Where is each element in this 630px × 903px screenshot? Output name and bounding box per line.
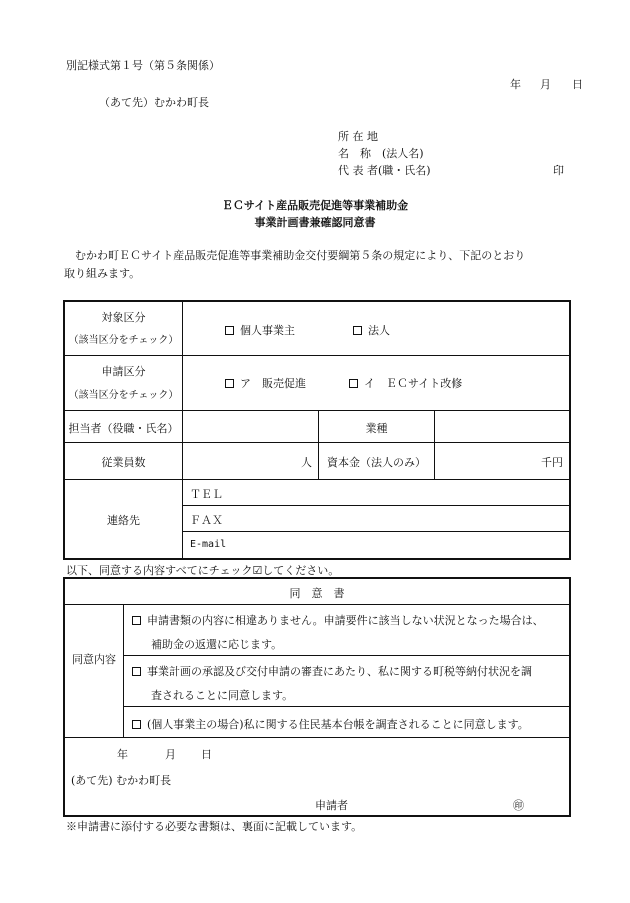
title-line2: 事業計画書兼確認同意書 xyxy=(254,216,376,229)
checkbox-icon[interactable] xyxy=(132,720,141,729)
checkbox-icon[interactable] xyxy=(225,326,234,335)
consent-label-cell xyxy=(65,605,124,738)
consent-item-1-line1: 申請書類の内容に相違ありません。申請要件に該当しない状況となった場合は、 xyxy=(147,614,544,627)
target-label: 対象区分 xyxy=(101,311,146,324)
employees-unit: 人 xyxy=(301,456,312,469)
tel-field[interactable] xyxy=(183,480,569,506)
consent-item-1-line2: 補助金の返還に応じます。 xyxy=(151,638,283,651)
employees-input[interactable] xyxy=(183,443,319,480)
target-hint: （該当区分をチェック） xyxy=(68,335,179,346)
info-table xyxy=(63,300,571,560)
checkbox-icon[interactable] xyxy=(225,379,234,388)
header-addressee: （あて先）むかわ町長 xyxy=(99,96,209,109)
consent-date-year: 年 xyxy=(117,748,128,761)
applicant-address-label: 所 在 地 xyxy=(338,130,378,143)
target-options-cell xyxy=(183,302,569,356)
employees-label: 従業員数 xyxy=(101,456,146,469)
checkbox-icon[interactable] xyxy=(132,667,141,676)
person-input[interactable] xyxy=(183,411,319,443)
consent-item-3-text: (個人事業主の場合)私に関する住民基本台帳を調査されることに同意します。 xyxy=(147,718,529,731)
application-option-promotion[interactable]: ア 販売促進 xyxy=(225,375,306,391)
capital-input[interactable] xyxy=(435,443,569,480)
application-options-cell xyxy=(183,356,569,411)
capital-unit: 千円 xyxy=(541,456,563,469)
header-date-year: 年 xyxy=(510,78,521,91)
applicant-seal: 印 xyxy=(553,164,564,177)
consent-table xyxy=(63,577,571,817)
industry-input[interactable] xyxy=(435,411,569,443)
consent-seal: ㊞ xyxy=(513,799,524,812)
application-option-ec-site[interactable]: イ ＥＣサイト改修 xyxy=(349,375,462,391)
person-label: 担当者（役職・氏名） xyxy=(68,422,179,435)
title-line1: ＥＣサイト産品販売促進等事業補助金 xyxy=(221,199,409,212)
consent-title-cell xyxy=(65,579,569,605)
intro-line2: 取り組みます。 xyxy=(64,267,141,280)
email-label: E-mail xyxy=(190,539,227,550)
consent-label: 同意内容 xyxy=(72,653,116,666)
header-date-month: 月 xyxy=(540,78,551,91)
consent-item-2-line2: 査されることに同意します。 xyxy=(151,689,294,702)
consent-item-2[interactable] xyxy=(124,656,569,707)
target-label-cell xyxy=(65,302,183,356)
checkbox-icon[interactable] xyxy=(132,616,141,625)
application-label-cell xyxy=(65,356,183,411)
consent-item-2-line1: 事業計画の承認及び交付申請の審査にあたり、私に関する町税等納付状況を調 xyxy=(147,665,532,678)
application-hint: （該当区分をチェック） xyxy=(68,390,179,401)
intro-line1: むかわ町ＥＣサイト産品販売促進等事業補助金交付要綱第５条の規定により、下記のとおり xyxy=(64,249,526,262)
target-option-individual[interactable]: 個人事業主 xyxy=(225,322,295,338)
fax-label: ＦＡＸ xyxy=(190,514,223,527)
consent-date-day: 日 xyxy=(201,748,212,761)
consent-instruction: 以下、同意する内容すべてにチェック☑してください。 xyxy=(66,564,340,577)
contact-label: 連絡先 xyxy=(107,514,140,527)
footer-note: ※申請書に添付する必要な書類は、裏面に記載しています。 xyxy=(66,820,363,833)
consent-title: 同 意 書 xyxy=(289,587,345,600)
consent-date-month: 月 xyxy=(165,748,176,761)
person-label-cell xyxy=(65,411,183,443)
applicant-name-label: 名 称 (法人名) xyxy=(338,147,424,160)
tel-label: ＴＥＬ xyxy=(190,488,223,501)
target-option-corporation[interactable]: 法人 xyxy=(353,322,390,338)
consent-addressee: (あて先) むかわ町長 xyxy=(71,774,172,787)
capital-label: 資本金（法人のみ） xyxy=(327,456,426,469)
consent-item-1[interactable] xyxy=(124,605,569,656)
header-date-day: 日 xyxy=(572,78,583,91)
applicant-rep-label: 代 表 者(職・氏名) xyxy=(338,164,431,177)
email-field[interactable] xyxy=(183,532,569,558)
checkbox-icon[interactable] xyxy=(353,326,362,335)
employees-label-cell xyxy=(65,443,183,480)
application-label: 申請区分 xyxy=(101,365,146,378)
fax-field[interactable] xyxy=(183,506,569,532)
capital-label-cell xyxy=(319,443,435,480)
consent-applicant-label: 申請者 xyxy=(315,799,348,812)
form-number: 別記様式第１号（第５条関係） xyxy=(66,59,220,72)
industry-label: 業種 xyxy=(365,422,388,435)
contact-label-cell xyxy=(65,480,183,558)
industry-label-cell xyxy=(319,411,435,443)
checkbox-icon[interactable] xyxy=(349,379,358,388)
consent-item-3[interactable] xyxy=(124,707,569,738)
